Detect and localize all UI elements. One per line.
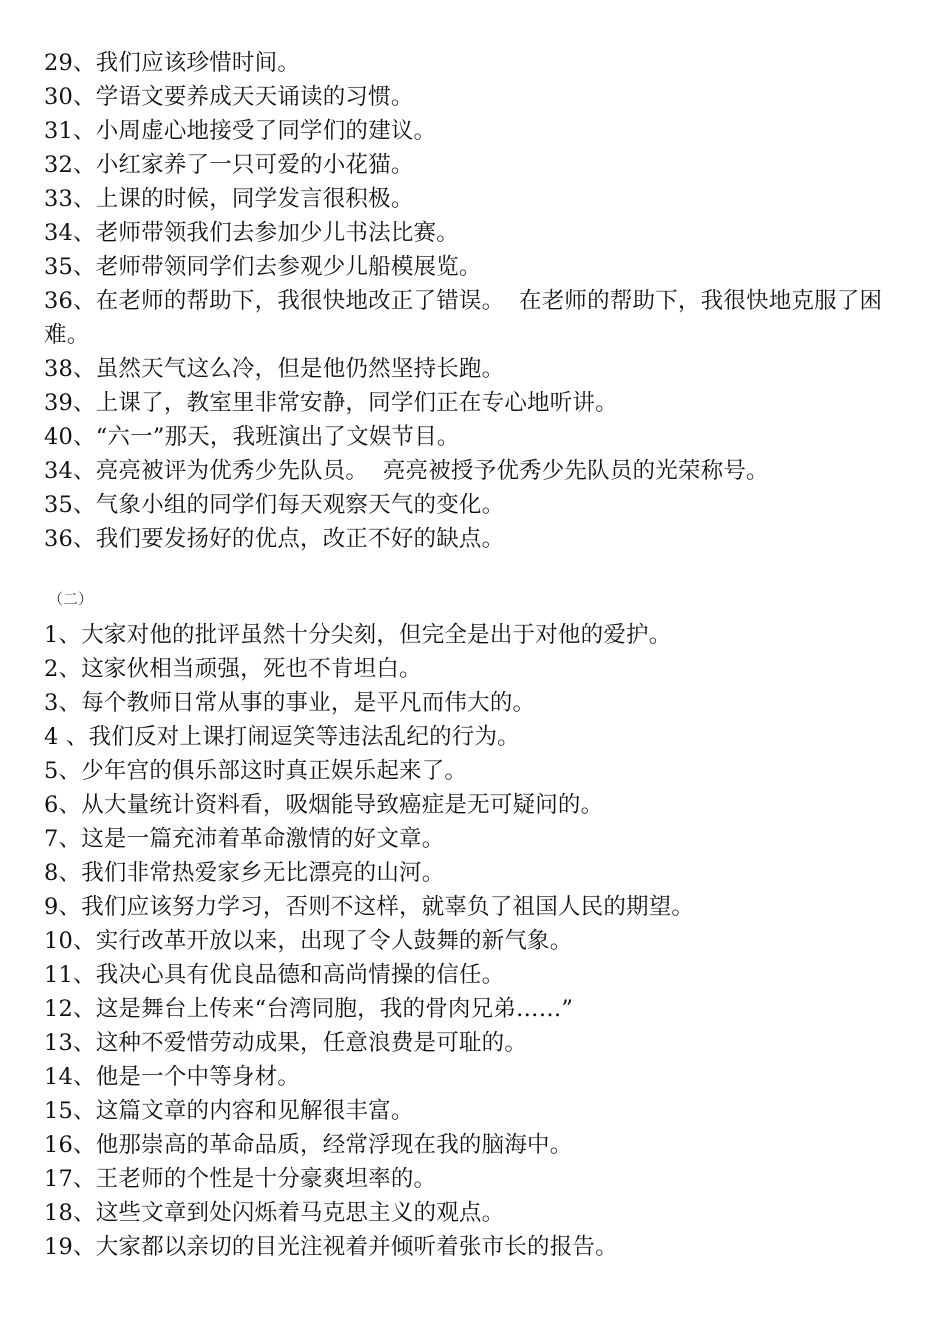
list-item: 16、他那崇高的革命品质，经常浮现在我的脑海中。 (44, 1132, 573, 1158)
list-item: 34、老师带领我们去参加少儿书法比赛。 (44, 220, 459, 246)
list-item: 19、大家都以亲切的目光注视着并倾听着张市长的报告。 (44, 1234, 618, 1260)
list-item: 1、大家对他的批评虽然十分尖刻，但完全是出于对他的爱护。 (44, 622, 672, 648)
section-spacer (44, 556, 910, 588)
list-item: 13、这种不爱惜劳动成果，任意浪费是可耻的。 (44, 1030, 528, 1056)
list-item: 31、小周虚心地接受了同学们的建议。 (44, 118, 437, 144)
sentence-list-section-2 (44, 618, 910, 1264)
list-item: 4 、我们反对上课打闹逗笑等违法乱纪的行为。 (44, 724, 520, 750)
list-item: 5、少年宫的俱乐部这时真正娱乐起来了。 (44, 758, 468, 784)
section-heading: （二） (48, 590, 94, 608)
list-item: 35、气象小组的同学们每天观察天气的变化。 (44, 492, 505, 518)
document-page (44, 46, 910, 1264)
list-item: 14、他是一个中等身材。 (44, 1064, 301, 1090)
list-item: 8、我们非常热爱家乡无比漂亮的山河。 (44, 860, 445, 886)
list-item: 6、从大量统计资料看，吸烟能导致癌症是无可疑问的。 (44, 792, 604, 818)
list-item: 9、我们应该努力学习，否则不这样，就辜负了祖国人民的期望。 (44, 894, 695, 920)
list-item: 39、上课了，教室里非常安静，同学们正在专心地听讲。 (44, 390, 618, 416)
list-item: 30、学语文要养成天天诵读的习惯。 (44, 84, 414, 110)
sentence-list-section-1 (44, 46, 910, 556)
list-item: 15、这篇文章的内容和见解很丰富。 (44, 1098, 414, 1124)
list-item: 32、小红家养了一只可爱的小花猫。 (44, 152, 414, 178)
list-item: 18、这些文章到处闪烁着马克思主义的观点。 (44, 1200, 505, 1226)
list-item: 34、亮亮被评为优秀少先队员。 亮亮被授予优秀少先队员的光荣称号。 (44, 458, 769, 484)
list-item: 29、我们应该珍惜时间。 (44, 50, 301, 76)
list-item: 11、我决心具有优良品德和高尚情操的信任。 (44, 962, 505, 988)
list-item: 35、老师带领同学们去参观少儿船模展览。 (44, 254, 482, 280)
list-item: 3、每个教师日常从事的事业，是平凡而伟大的。 (44, 690, 536, 716)
list-item: 17、王老师的个性是十分豪爽坦率的。 (44, 1166, 437, 1192)
list-item: 7、这是一篇充沛着革命激情的好文章。 (44, 826, 445, 852)
list-item: 38、虽然天气这么冷，但是他仍然坚持长跑。 (44, 356, 505, 382)
list-item: 10、实行改革开放以来，出现了令人鼓舞的新气象。 (44, 928, 573, 954)
list-item: 40、“六一”那天，我班演出了文娱节目。 (44, 424, 460, 450)
list-item: 2、这家伙相当顽强，死也不肯坦白。 (44, 656, 422, 682)
list-item: 36、我们要发扬好的优点，改正不好的缺点。 (44, 526, 505, 552)
list-item: 12、这是舞台上传来“台湾同胞，我的骨肉兄弟……” (44, 996, 574, 1022)
list-item: 36、在老师的帮助下，我很快地改正了错误。 在老师的帮助下，我很快地克服了困难。 (44, 288, 883, 348)
list-item: 33、上课的时候，同学发言很积极。 (44, 186, 414, 212)
